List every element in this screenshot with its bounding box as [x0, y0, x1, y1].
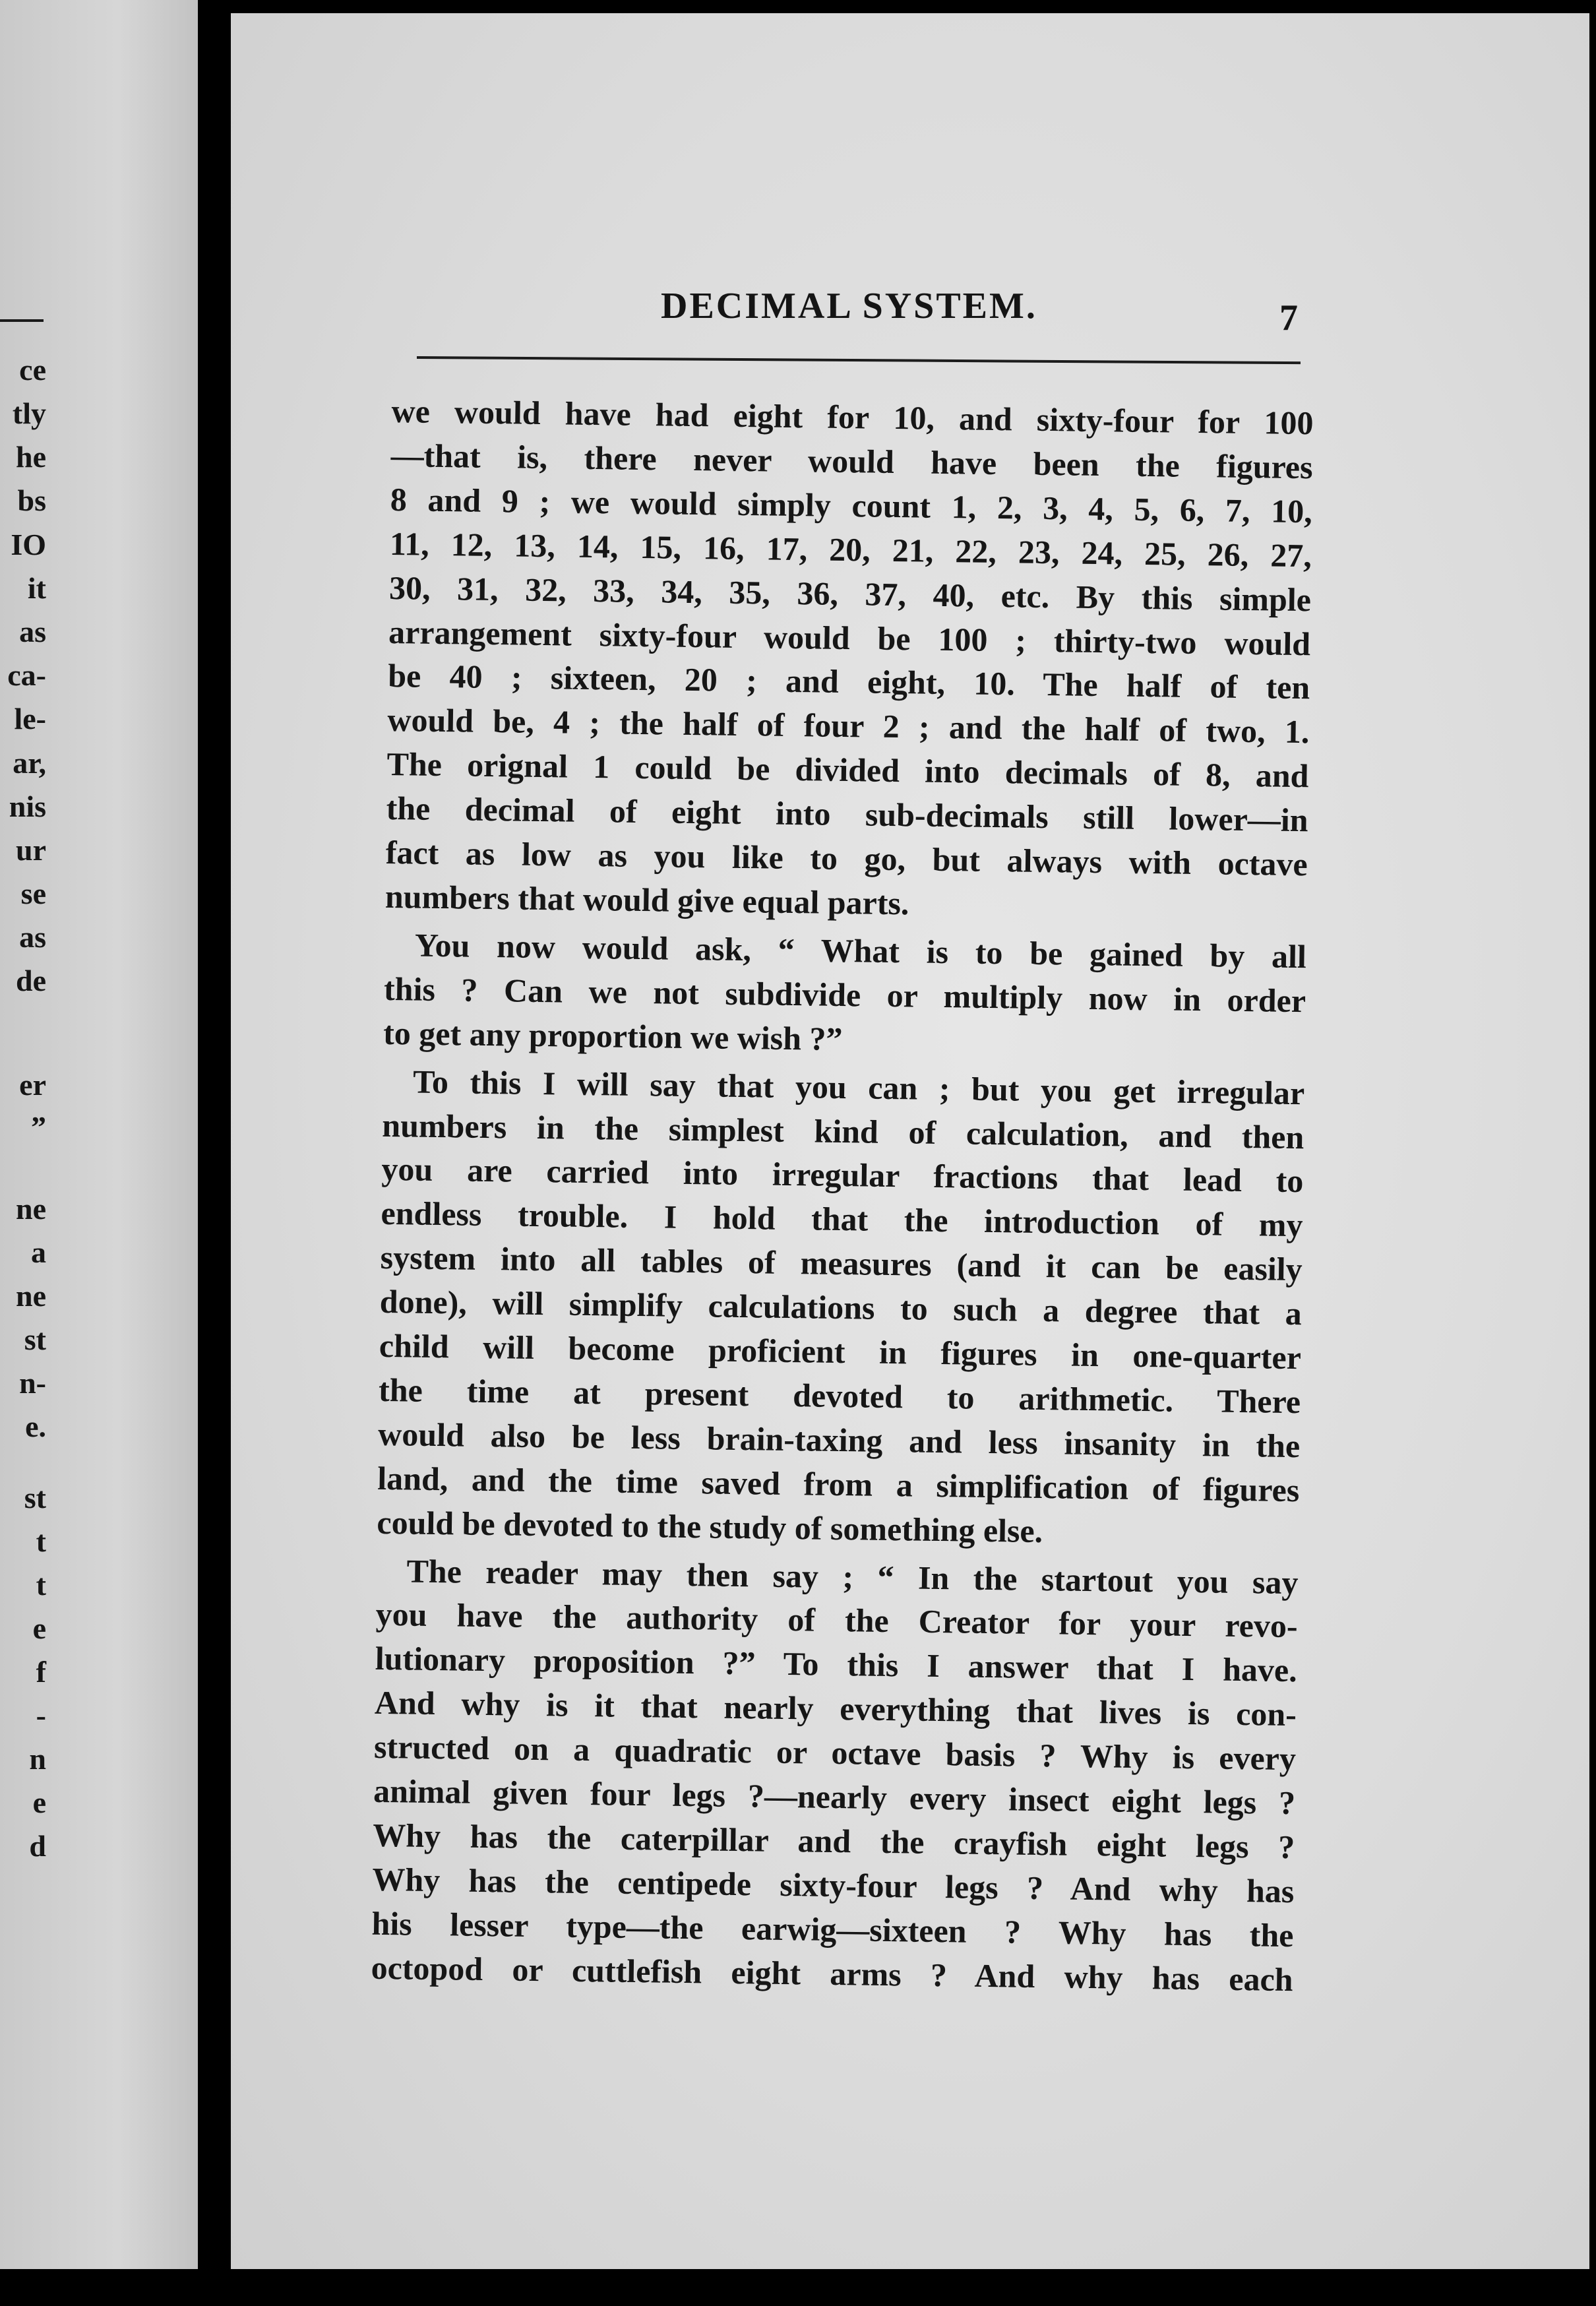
text-line: be 40 ; sixteen, 20 ; and eight, 10. The half of ten — [387, 657, 1310, 706]
text-line: animal given four legs ?—nearly every insect eight legs ? — [373, 1772, 1296, 1822]
text-line: system into all tables of measures (and it can be easily — [380, 1239, 1303, 1288]
left-page-fragment: se — [20, 877, 46, 910]
text-line: to get any proportion we wish ?” — [383, 1014, 843, 1057]
text-line: his lesser type—the earwig—sixteen ? Why has the — [371, 1904, 1294, 1954]
left-page-fragment: e — [32, 1611, 46, 1645]
left-page-fragment: nis — [9, 790, 46, 823]
left-page-fragment: er — [19, 1068, 46, 1102]
header-rule — [417, 356, 1301, 364]
text-line: could be devoted to the study of something else. — [377, 1503, 1043, 1549]
text-line: And why is it that nearly everything that lives is con- — [374, 1684, 1297, 1733]
left-page-fragment: ca- — [7, 658, 46, 692]
text-line: numbers in the simplest kind of calculation, and then — [382, 1106, 1304, 1156]
text-line: Why has the centipede sixty-four legs ? And why has — [372, 1860, 1295, 1910]
left-page-fragment: bs — [17, 483, 46, 517]
body-text — [371, 389, 1314, 2002]
main-page — [231, 13, 1589, 2269]
left-page-fragment: st — [24, 1323, 46, 1356]
left-page-fragment: as — [19, 920, 46, 954]
text-line: The orignal 1 could be divided into decimals of 8, and — [386, 745, 1309, 795]
left-page-fragment: e. — [25, 1410, 46, 1443]
left-page-fragment: ne — [16, 1279, 46, 1313]
text-line: 30, 31, 32, 33, 34, 35, 36, 37, 40, etc. By this simple — [388, 569, 1312, 618]
left-page-fragment: t — [36, 1524, 46, 1558]
left-page-fragment: ce — [19, 353, 46, 387]
text-line: would be, 4 ; the half of four 2 ; and the half of two, 1. — [387, 701, 1310, 751]
left-page-rule — [0, 319, 44, 322]
text-line: arrangement sixty-four would be 100 ; thirty-two would — [388, 613, 1311, 662]
text-line: The reader may then say ; “ In the startout you say — [406, 1552, 1299, 1601]
left-page-fragment: as — [19, 615, 46, 648]
text-line: fact as low as you like to go, but always with octave — [385, 834, 1308, 883]
text-line: 8 and 9 ; we would simply count 1, 2, 3, 4, 5, 6, 7, 10, — [390, 480, 1313, 530]
left-page-fragment: le- — [14, 702, 46, 735]
left-page-fragment: he — [16, 440, 46, 474]
text-line: —that is, there never would have been the figures — [390, 436, 1313, 486]
running-header-title: DECIMAL SYSTEM. — [661, 286, 1037, 327]
left-page-fragment: st — [24, 1481, 46, 1514]
page-number: 7 — [1279, 297, 1298, 338]
text-line: this ? Can we not subdivide or multiply now in order — [383, 970, 1306, 1020]
text-line: the time at present devoted to arithmetic. There — [378, 1371, 1301, 1421]
text-line: numbers that would give equal parts. — [384, 877, 909, 922]
text-line: child will become proficient in figures in one-quarter — [379, 1326, 1302, 1377]
left-page-fragment: a — [31, 1235, 46, 1269]
text-line: Why has the caterpillar and the crayfish eight legs ? — [372, 1816, 1295, 1866]
text-line: octopod or cuttlefish eight arms ? And why has each — [371, 1948, 1293, 1998]
text-line: You now would ask, “ What is to be gained by all — [414, 926, 1307, 976]
left-page-fragment: de — [16, 964, 46, 997]
text-line: 11, 12, 13, 14, 15, 16, 17, 20, 21, 22, 23, 24, 25, 26, 27, — [389, 524, 1312, 574]
left-page-fragment: - — [36, 1698, 46, 1732]
left-page-fragment: d — [29, 1829, 46, 1863]
left-page-fragment: f — [36, 1655, 46, 1689]
text-line: the decimal of eight into sub-decimals still lower—in — [386, 790, 1308, 839]
left-page-fragment: tly — [12, 396, 46, 430]
left-page-fragment: e — [32, 1786, 46, 1819]
left-page-fragment: n- — [19, 1366, 46, 1400]
left-page-fragment: ne — [16, 1192, 46, 1226]
text-line: you are carried into irregular fractions that lead to — [381, 1150, 1304, 1200]
left-page-fragment: IO — [11, 528, 46, 561]
text-line: To this I will say that you can ; but you get irregular — [412, 1063, 1305, 1111]
left-page-fragment: ar, — [13, 746, 46, 780]
left-page-fragment: ur — [16, 833, 46, 867]
left-facing-page — [0, 0, 198, 2269]
text-line: lutionary proposition ?” To this I answer that I have. — [375, 1640, 1298, 1689]
left-page-fragment: it — [27, 571, 46, 605]
left-page-fragment: ” — [31, 1110, 46, 1144]
text-line: done), will simplify calculations to such a degree that a — [379, 1283, 1303, 1332]
text-line: endless trouble. I hold that the introduction of my — [381, 1195, 1303, 1244]
text-line: would also be less brain-taxing and less insanity in the — [377, 1415, 1301, 1465]
left-page-fragment: t — [36, 1568, 46, 1602]
text-line: structed on a quadratic or octave basis ? Why is every — [373, 1728, 1297, 1778]
left-page-fragment: n — [29, 1742, 46, 1776]
text-line: you have the authority of the Creator for your revo- — [375, 1596, 1298, 1645]
text-line: we would have had eight for 10, and sixty-four for 100 — [391, 392, 1314, 442]
text-line: land, and the time saved from a simplification of figures — [377, 1459, 1300, 1509]
